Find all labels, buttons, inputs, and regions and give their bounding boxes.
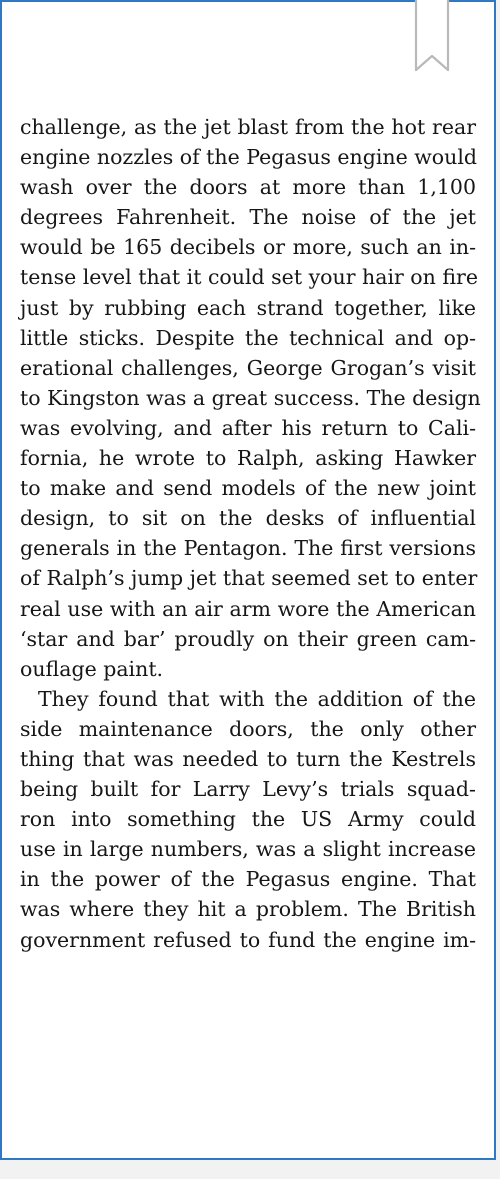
text-line: use in large numbers, was a slight increase — [20, 837, 476, 862]
page-text — [20, 112, 481, 955]
text-line: to make and send models of the new joint — [20, 476, 476, 501]
text-line: thing that was needed to turn the Kestrels — [20, 746, 476, 771]
text-line: just by rubbing each strand together, like — [20, 295, 476, 320]
text-line: tense level that it could set your hair on fire — [20, 265, 478, 290]
text-line: in the power of the Pegasus engine. That — [20, 867, 476, 892]
text-line: of Ralph’s jump jet that seemed set to enter — [20, 566, 478, 591]
text-line: would be 165 decibels or more, such an in- — [20, 235, 476, 260]
paragraph-1 — [20, 112, 481, 684]
text-line: being built for Larry Levy’s trials squad- — [20, 777, 476, 802]
text-line: design, to sit on the desks of influential — [20, 506, 476, 531]
text-line: ron into something the US Army could — [20, 807, 476, 832]
text-line: ‘star and bar’ proudly on their green cam- — [20, 626, 476, 651]
text-line: They found that with the addition of the — [38, 686, 476, 711]
text-line: was where they hit a problem. The British — [20, 897, 476, 922]
text-line: degrees Fahrenheit. The noise of the jet — [20, 205, 476, 230]
text-line: generals in the Pentagon. The first versions — [20, 536, 476, 561]
text-line: ouflage paint. — [20, 656, 164, 681]
text-line: side maintenance doors, the only other — [20, 716, 476, 741]
text-line: to Kingston was a great success. The design — [20, 385, 481, 410]
text-line: challenge, as the jet blast from the hot rear — [20, 115, 476, 139]
text-line: wash over the doors at more than 1,100 — [20, 175, 476, 200]
text-line: was evolving, and after his return to Cali- — [20, 415, 476, 440]
text-line: engine nozzles of the Pegasus engine would — [20, 145, 478, 170]
paragraph-2 — [20, 684, 476, 955]
bookmark-icon[interactable] — [414, 0, 450, 74]
text-line: government refused to fund the engine im- — [20, 927, 476, 952]
text-line: little sticks. Despite the technical and op- — [20, 325, 476, 350]
text-line: fornia, he wrote to Ralph, asking Hawker — [20, 446, 476, 471]
text-line: real use with an air arm wore the American — [20, 596, 476, 621]
text-line: erational challenges, George Grogan’s visit — [20, 355, 476, 380]
